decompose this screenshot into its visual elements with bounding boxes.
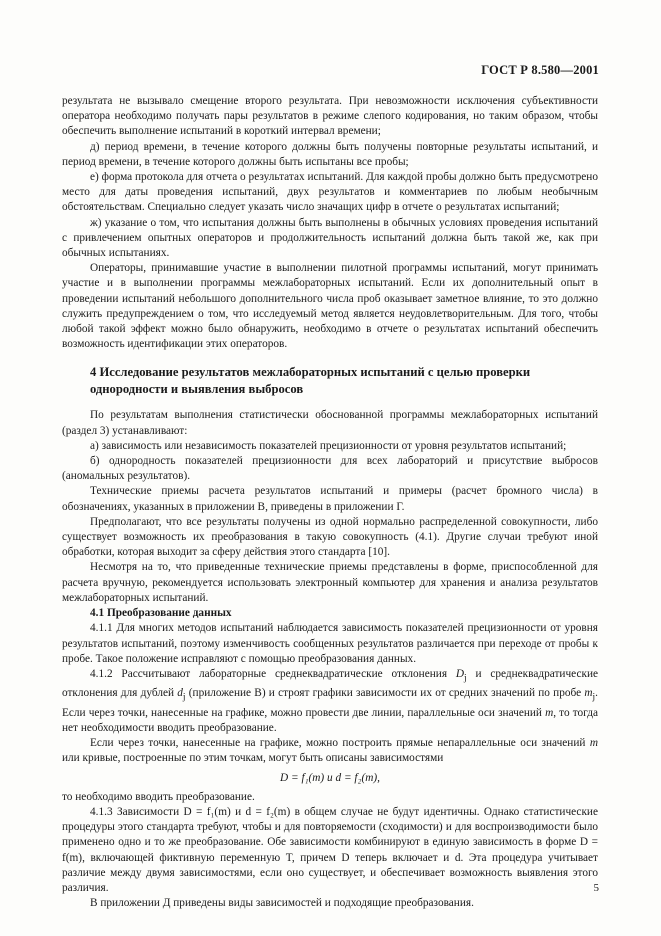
paragraph-computer: Несмотря на то, что приведенные технические приемы представлены в форме, приспособленной для расчета вручную, рекомендуется использовать электронный компьютер для хранения и анализа результатов межлабораторных испытаний. [62,561,598,604]
list-item-d: д) период времени, в течение которого должны быть получены повторные результаты испытаний, и период времени, в течение которого должны быть испытаны все пробы; [62,140,598,168]
paragraph-operators: Операторы, принимавшие участие в выполнении пилотной программы испытаний, могут принимать участие и в выполнении программы межлабораторных испытаний. Если их дополнительный опыт в проведении испытаний небольшого дополнительного числа проб оказывает заметное влияние, то это должно служить предупреждением о том, что исследуемый метод является неудовлетворительным. Для того, чтобы любой такой эффект можно было обнаружить, необходимо в отчете о результатах испытаний обеспечить возможность идентификации этих операторов. [62,262,598,351]
symbol-m: m [584,687,593,700]
page-number: 5 [593,882,599,894]
paragraph-4-1-2 [62,667,598,736]
text-run: и среднеквадратические отклонения для дублей [62,667,599,700]
section-4-item-a: а) зависимость или независимость показателей прецизионности от уровня результатов испытаний; [90,439,567,452]
paragraph-appendix-d: В приложении Д приведены виды зависимостей и подходящие преобразования. [90,897,474,910]
symbol-m: m [545,706,554,719]
text-run: Если через точки, нанесенные на графике, можно построить прямые непараллельные оси значений [90,737,590,750]
text-run: , то тогда нет необходимости вводить преобразование. [62,706,598,735]
symbol-d: d [177,687,183,700]
formula-dependencies: D = f₁(m) и d = f₂(m), [280,771,380,784]
list-item-e: е) форма протокола для отчета о результатах испытаний. Для каждой пробы должно быть предусмотрено место для даты проведения испытаний, двух результатов и комментариев по любым необычным обстоятельствам. Специально следует указать число значащих цифр в отчете о результатах испытаний; [62,171,598,214]
symbol-D: D [455,667,465,680]
paragraph-4-1-1: 4.1.1 Для многих методов испытаний наблюдается зависимость показателей прецизионности от уровня результатов испытаний, поэтому изменчивость сообщенных результатов различается при переходе от пробы к пробе. Такое положение исправляют с помощью преобразования данных. [62,622,598,665]
text-run: . Если через точки, нанесенные на графике, можно провести две линии, параллельные оси значений [62,687,598,719]
symbol-m: m [589,737,598,750]
text-run: или кривые, построенные по этим точкам, могут быть описаны зависимостями [62,752,444,765]
subscript-j: j [182,692,186,703]
subscript-j: j [464,673,467,684]
text-run: 4.1.2 Рассчитывают лабораторные среднеквадратические отклонения [90,667,456,680]
section-4-intro: По результатам выполнения статистически обоснованной программы межлабораторных испытаний (раздел 3) устанавливают: [62,409,598,437]
section-4-heading: 4 Исследование результатов межлабораторных испытаний с целью проверки однородности и выявления выбросов [90,365,531,396]
list-item-zh: ж) указание о том, что испытания должны быть выполнены в обычных условиях проведения испытаний с привлечением опытных операторов и продолжительность испытаний должна быть такой же, как при обычных испытаниях. [62,216,598,260]
paragraph-techniques: Технические приемы расчета результатов испытаний и примеры (расчет бромного числа) в обозначениях, указанных в приложении В, приведены в приложении Г. [62,485,598,513]
paragraph-transformation-needed: то необходимо вводить преобразование. [62,790,255,803]
document-body [62,94,598,911]
standard-header: ГОСТ Р 8.580—2001 [481,63,599,77]
text-run: (приложение В) и строят графики зависимости их от средних значений по пробе [185,687,585,700]
subscript-j: j [592,692,596,703]
paragraph-nonparallel [62,736,598,766]
paragraph-assumption: Предполагают, что все результаты получены из одной нормально распределенной совокупности, либо существует возможность их преобразования в такую совокупность (4.1). Другие случаи требуют иной обработки, которая выходит за сферу действия этого стандарта [10]. [62,515,598,559]
paragraph-continuation: результата не вызывало смещение второго результата. При невозможности исключения субъективности оператора необходимо получать пары результатов в режиме слепого кодирования, но таким образом, чтобы обеспечить выполнение испытаний в короткий интервал времени; [62,95,598,138]
section-4-item-b: б) однородность показателей прецизионности для всех лабораторий и присутствие выбросов (аномальных результатов). [62,455,598,483]
subsection-4-1-title: 4.1 Преобразование данных [90,607,232,620]
paragraph-4-1-3: 4.1.3 Зависимости D = f₁(m) и d = f₂(m) в общем случае не будут идентичны. Однако статистические процедуры этого стандарта требуют, чтобы и для повторяемости (сходимости) и для воспроизводимости было применено одно и то же преобразование. Обе зависимости комбинируют в единую зависимость в форме D = f(m), включающей фиктивную переменную T, причем D теперь включает и d. Эта процедура учитывает различие между двумя зависимостями, если оно существует, и обеспечивает возможность выявления этого различия. [62,806,598,895]
